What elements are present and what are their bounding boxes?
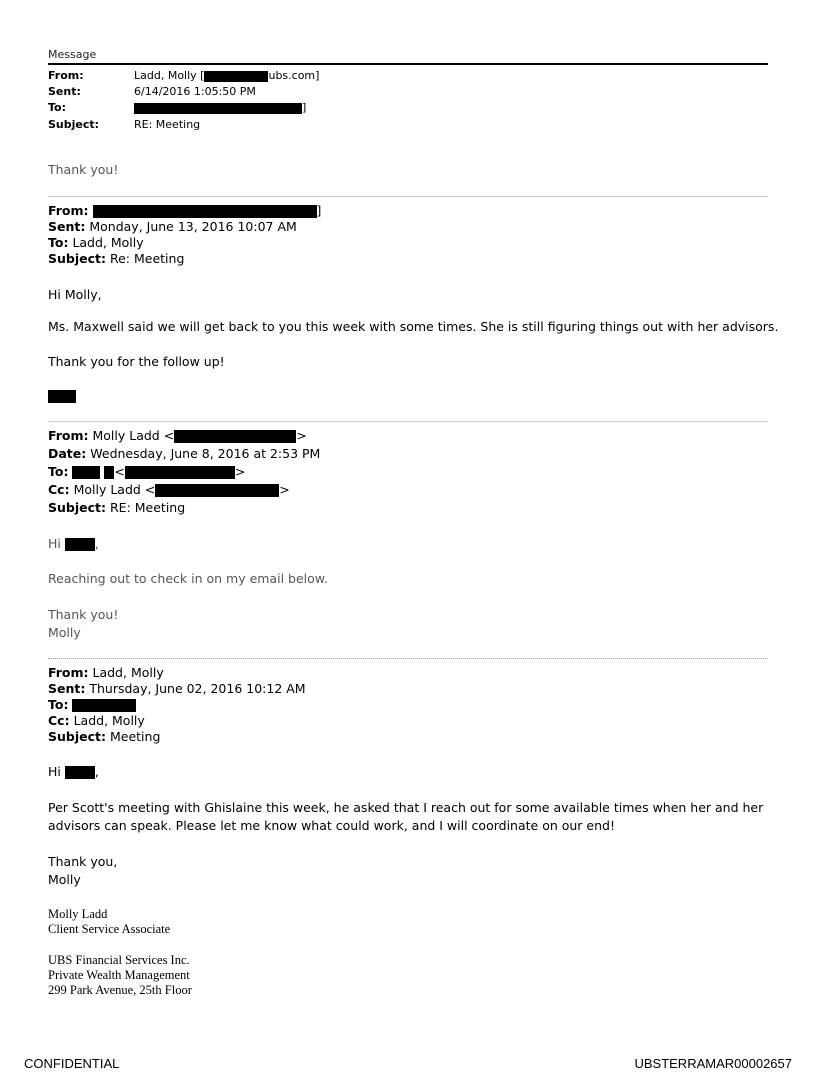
email3-cc-label: Cc: — [48, 482, 70, 497]
email3-from-value: Molly Ladd < — [92, 428, 175, 443]
email2-to-label: To: — [48, 235, 69, 250]
header-subject-row — [48, 118, 200, 132]
email2-subject-label: Subject: — [48, 251, 106, 266]
email4-closing-2: Molly — [48, 872, 81, 887]
email4-subject-row — [48, 729, 160, 745]
redaction-box — [134, 103, 302, 114]
from-label: From: — [48, 69, 84, 82]
greeting-prefix: Hi — [48, 536, 61, 551]
email4-sent-label: Sent: — [48, 681, 86, 696]
email4-greeting — [48, 764, 99, 780]
signature-address: 299 Park Avenue, 25th Floor — [48, 983, 192, 997]
email4-from-value: Ladd, Molly — [92, 665, 164, 680]
signature-title: Client Service Associate — [48, 922, 171, 936]
email3-closing-1: Thank you! — [48, 607, 119, 622]
email2-from-label: From: — [48, 203, 89, 218]
email4-sent-row — [48, 681, 306, 697]
email3-date-label: Date: — [48, 446, 87, 461]
email2-body: Ms. Maxwell said we will get back to you this week with some times. She is still figuring things out with her advisors. — [48, 319, 779, 334]
redaction-box — [65, 766, 95, 779]
email3-subject-value: RE: Meeting — [109, 500, 186, 515]
email3-date-row — [48, 446, 320, 462]
email2-subject-value: Re: Meeting — [109, 251, 185, 266]
email2-sent-value: Monday, June 13, 2016 10:07 AM — [89, 219, 297, 234]
email3-closing-2: Molly — [48, 625, 81, 640]
email4-body-line-2: advisors can speak. Please let me know what could work, and I will coordinate on our end! — [48, 818, 615, 833]
email3-from-row — [48, 428, 307, 444]
redaction-box — [174, 430, 296, 443]
sent-label: Sent: — [48, 85, 81, 98]
email4-to-label: To: — [48, 697, 69, 712]
footer-bates-number: UBSTERRAMAR00002657 — [634, 1056, 792, 1071]
email2-to-row — [48, 235, 144, 251]
email4-body-line-1: Per Scott's meeting with Ghislaine this week, he asked that I reach out for some available times when her and her — [48, 800, 764, 815]
email3-body: Reaching out to check in on my email below. — [48, 571, 328, 586]
email3-to-mid: < — [114, 464, 125, 479]
header-sent-row — [48, 85, 256, 99]
redaction-box — [204, 71, 268, 82]
email4-subject-label: Subject: — [48, 729, 106, 744]
email4-cc-value: Ladd, Molly — [73, 713, 145, 728]
email3-cc-row — [48, 482, 290, 498]
signature-company: UBS Financial Services Inc. — [48, 953, 190, 967]
email3-to-label: To: — [48, 464, 69, 479]
redaction-box — [155, 484, 279, 497]
email2-from-row — [48, 203, 321, 219]
redaction-box — [72, 699, 136, 712]
header-to-row — [48, 101, 306, 115]
email3-from-suffix: > — [296, 428, 307, 443]
email4-cc-label: Cc: — [48, 713, 70, 728]
email2-closing: Thank you for the follow up! — [48, 354, 225, 369]
sent-value: 6/14/2016 1:05:50 PM — [134, 85, 256, 98]
email2-subject-row — [48, 251, 184, 267]
redacted-signature — [48, 390, 76, 403]
email3-cc-value: Molly Ladd < — [73, 482, 156, 497]
email4-from-row — [48, 665, 164, 681]
email3-to-row — [48, 464, 245, 480]
reply-body: Thank you! — [48, 162, 119, 177]
email4-from-label: From: — [48, 665, 89, 680]
email4-subject-value: Meeting — [109, 729, 161, 744]
redaction-box — [125, 466, 235, 479]
to-suffix: ] — [302, 101, 307, 114]
email3-to-suffix: > — [234, 464, 246, 479]
email4-to-row — [48, 697, 136, 713]
redaction-box — [104, 466, 114, 479]
subject-label: Subject: — [48, 118, 100, 131]
greeting-prefix: Hi — [48, 764, 61, 779]
redaction-box — [93, 205, 317, 218]
email2-to-value: Ladd, Molly — [72, 235, 144, 250]
from-suffix: ubs.com] — [268, 69, 320, 82]
message-divider — [48, 196, 768, 197]
from-name: Ladd, Molly [ — [134, 69, 205, 82]
message-title: Message — [48, 48, 97, 61]
email4-cc-row — [48, 713, 145, 729]
subject-value: RE: Meeting — [134, 118, 201, 131]
email3-greeting — [48, 536, 99, 552]
signature-division: Private Wealth Management — [48, 968, 190, 982]
email3-from-label: From: — [48, 428, 89, 443]
greeting-suffix: , — [94, 764, 99, 779]
email2-sent-row — [48, 219, 297, 235]
email3-date-value: Wednesday, June 8, 2016 at 2:53 PM — [90, 446, 321, 461]
to-label: To: — [48, 101, 66, 114]
email4-sent-value: Thursday, June 02, 2016 10:12 AM — [89, 681, 306, 696]
email2-from-suffix: ] — [316, 203, 322, 218]
redaction-box — [65, 538, 95, 551]
email3-subject-label: Subject: — [48, 500, 106, 515]
message-divider — [48, 658, 768, 659]
header-from-row — [48, 69, 319, 83]
email2-greeting: Hi Molly, — [48, 287, 102, 302]
greeting-suffix: , — [94, 536, 99, 551]
footer-confidential: CONFIDENTIAL — [24, 1056, 120, 1071]
header-divider — [48, 63, 768, 65]
message-divider — [48, 421, 768, 422]
email3-cc-suffix: > — [279, 482, 290, 497]
signature-name: Molly Ladd — [48, 907, 108, 921]
email3-subject-row — [48, 500, 185, 516]
email4-closing-1: Thank you, — [48, 854, 118, 869]
redaction-box — [72, 466, 100, 479]
email2-sent-label: Sent: — [48, 219, 86, 234]
